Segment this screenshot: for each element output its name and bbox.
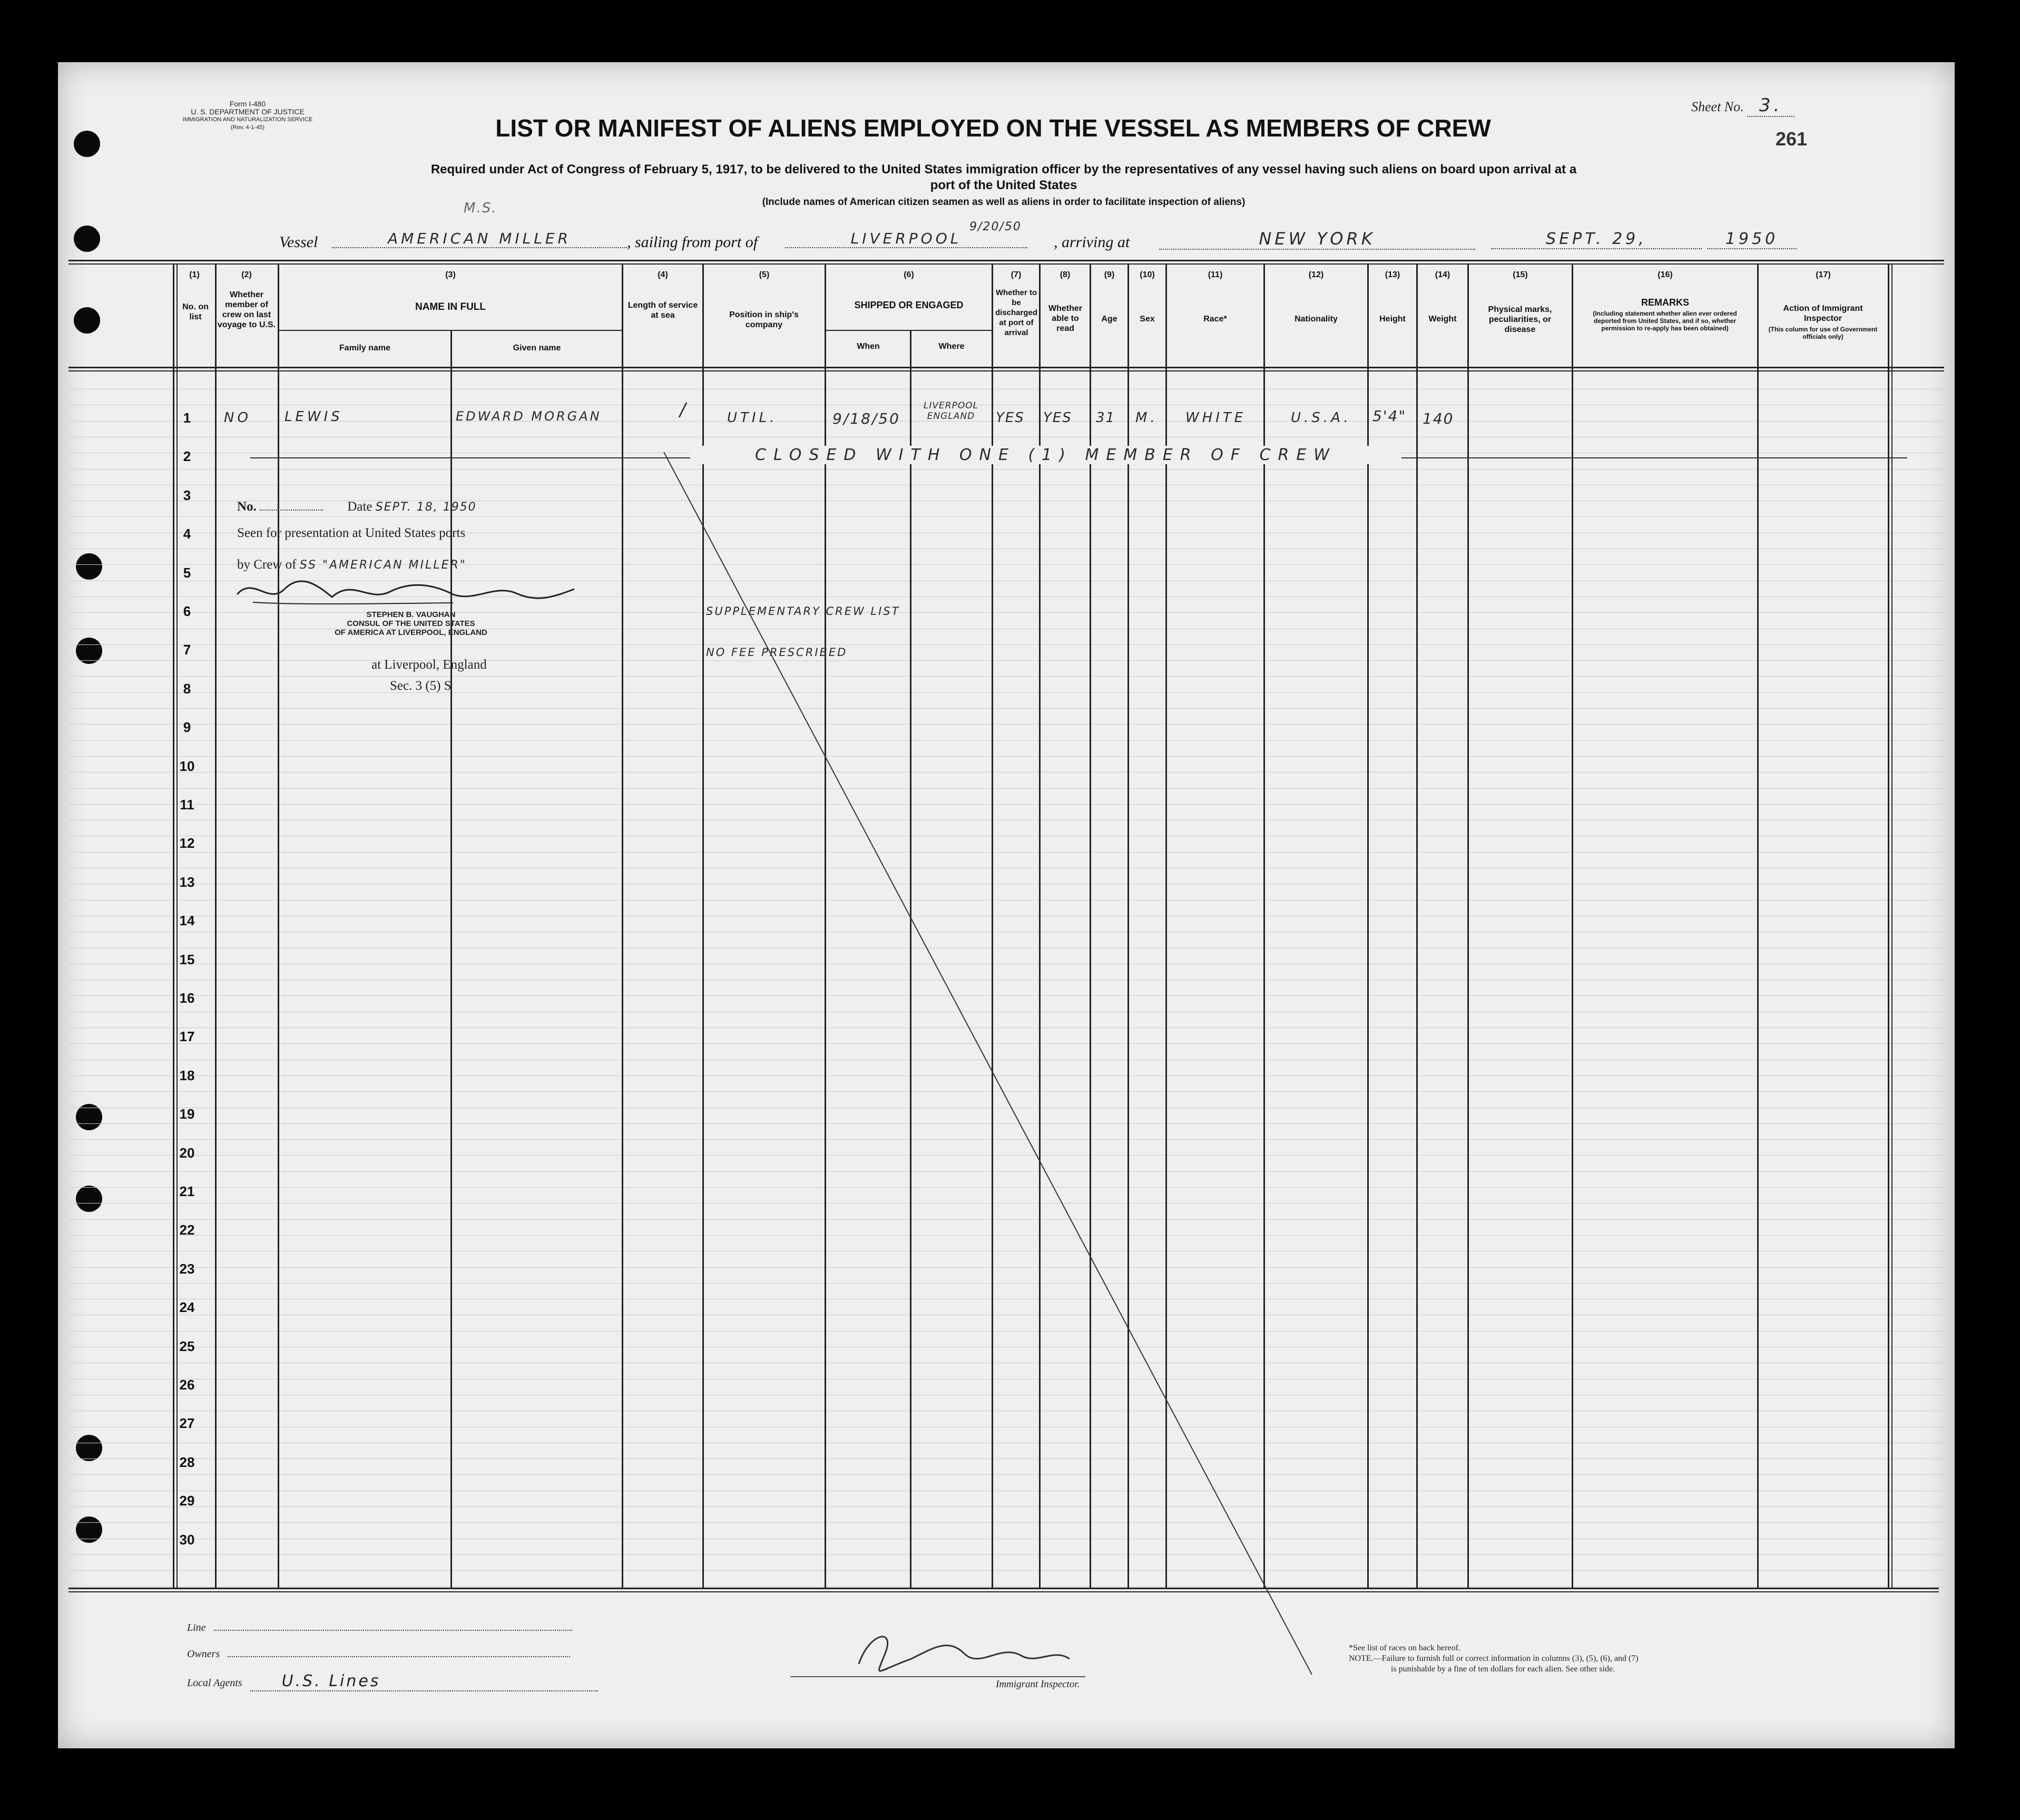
footer-notes [1349, 1643, 1876, 1675]
col13-num: (13) [1385, 270, 1400, 279]
col7-header: Whether to be discharged at port of arrival [995, 288, 1038, 337]
subtitle-note: (Include names of American citizen seamen as well as aliens in order to facilitate inspection of aliens) [762, 197, 1246, 208]
col1-num: (1) [189, 270, 200, 279]
col3-sub-family: Family name [339, 344, 390, 353]
col17-num: (17) [1816, 270, 1831, 279]
sailing-label: , sailing from port of [627, 233, 758, 251]
col3-sub-given: Given name [513, 344, 561, 353]
supplementary-line2: NO FEE PRESCRIBED [706, 646, 848, 659]
col13-header: Height [1379, 315, 1406, 324]
row-number: 7 [183, 642, 191, 658]
entry-given-name: EDWARD MORGAN [456, 409, 602, 424]
row-number: 18 [179, 1067, 195, 1083]
col11-header: Race* [1203, 315, 1227, 324]
col5-num: (5) [759, 270, 770, 279]
department-label: U. S. DEPARTMENT OF JUSTICE [191, 107, 305, 116]
sailing-value: LIVERPOOL [785, 230, 1027, 248]
entry-service-mark: / [680, 399, 689, 420]
col14-num: (14) [1435, 270, 1450, 279]
col10-num: (10) [1140, 270, 1155, 279]
row-number: 27 [179, 1415, 195, 1432]
footer-owners-label: Owners [187, 1648, 220, 1660]
row-number: 24 [179, 1299, 195, 1316]
col4-header: Length of service at sea [627, 301, 698, 320]
row-number: 3 [183, 487, 191, 503]
entry-nationality: U.S.A. [1291, 410, 1351, 426]
entry-age: 31 [1096, 410, 1116, 426]
row-number: 19 [179, 1106, 195, 1122]
row-number: 10 [179, 758, 195, 774]
col14-header: Weight [1428, 315, 1457, 324]
stamp-number: 261 [1776, 128, 1808, 150]
row-number: 6 [183, 603, 191, 619]
col16-note: (Including statement whether alien ever ordered deported from United States, and if so, whether permission to re-apply has been obtained) [1593, 310, 1737, 332]
row-number: 1 [183, 410, 191, 426]
col12-header: Nationality [1295, 315, 1338, 324]
col1-header: No. on list [182, 302, 209, 321]
footer-line-label: Line [187, 1622, 206, 1633]
row-number: 4 [183, 526, 191, 542]
entry-read: YES [1043, 410, 1072, 426]
arrival-date: SEPT. 29, [1491, 230, 1702, 249]
row-number: 12 [179, 835, 195, 852]
col6-header: SHIPPED OR ENGAGED [854, 300, 964, 310]
col8-header: Whether able to read [1048, 304, 1082, 333]
row-number: 8 [183, 680, 191, 697]
footer-note1: *See list of races on back hereof. [1349, 1643, 1460, 1652]
col3-num: (3) [445, 270, 456, 279]
col6-sub-where: Where [938, 342, 965, 351]
col8-num: (8) [1060, 270, 1071, 279]
col3-header: NAME IN FULL [415, 301, 486, 312]
col6-num: (6) [904, 270, 914, 279]
col15-header: Physical marks, peculiarities, or disease [1488, 305, 1552, 334]
row-number: 22 [179, 1222, 195, 1238]
supplementary-line1: SUPPLEMENTARY CREW LIST [706, 605, 900, 618]
closing-line: CLOSED WITH ONE (1) MEMBER OF CREW [690, 446, 1401, 464]
revision-label: (Rev. 4-1-45) [231, 124, 264, 131]
entry-discharged: YES [996, 410, 1025, 426]
sheet-label: Sheet No. [1691, 99, 1744, 114]
row-number: 15 [179, 951, 195, 967]
stamp-date-value: SEPT. 18, 1950 [375, 501, 477, 514]
entry-position: UTIL. [727, 410, 778, 426]
entry-last-voyage: NO [224, 410, 251, 426]
vessel-value: AMERICAN MILLER [332, 230, 627, 248]
row-number: 25 [179, 1338, 195, 1354]
row-number: 2 [183, 448, 191, 465]
row-number: 20 [179, 1144, 195, 1161]
subtitle-line1: Required under Act of Congress of February 5, 1917, to be delivered to the United States immigration officer by the representatives of any vessel having such aliens on board upon arrival at a [430, 162, 1577, 177]
col10-header: Sex [1140, 315, 1155, 324]
footer-agents-value: U.S. Lines [250, 1672, 598, 1691]
stamp-crew-value: SS "AMERICAN MILLER" [299, 559, 467, 572]
row-number: 13 [179, 874, 195, 890]
entry-when: 9/18/50 [832, 410, 900, 427]
col11-num: (11) [1208, 270, 1223, 279]
page-title: LIST OR MANIFEST OF ALIENS EMPLOYED ON THE VESSEL AS MEMBERS OF CREW [495, 114, 1491, 142]
entry-family-name: LEWIS [285, 409, 343, 425]
row-number: 9 [183, 719, 191, 736]
entry-where-city: LIVERPOOL [923, 400, 979, 411]
row-number: 21 [179, 1183, 195, 1199]
col16-header: REMARKS [1641, 297, 1689, 308]
footer-note3: is punishable by a fine of ten dollars for each alien. See other side. [1391, 1665, 1615, 1674]
col2-header: Whether member of crew on last voyage to U.S. [217, 290, 276, 329]
vessel-label: Vessel [279, 233, 318, 251]
sheet-value: 3. [1747, 95, 1795, 117]
col17-header: Action of Immigrant Inspector [1783, 304, 1863, 323]
entry-where-country: ENGLAND [927, 411, 975, 422]
arriving-value: NEW YORK [1159, 229, 1475, 250]
col7-num: (7) [1011, 270, 1022, 279]
footer-note2: NOTE.—Failure to furnish full or correct information in columns (3), (5), (6), and (7) [1349, 1654, 1639, 1663]
entry-sex: M. [1135, 410, 1158, 426]
col9-num: (9) [1104, 270, 1115, 279]
stamp-section: Sec. 3 (5) S [390, 679, 452, 693]
col5-header: Position in ship's company [729, 310, 799, 329]
row-number: 17 [179, 1029, 195, 1045]
row-number: 16 [179, 990, 195, 1006]
stamp-consul-title1: CONSUL OF THE UNITED STATES [347, 619, 475, 628]
manifest-sheet [58, 62, 1955, 1748]
form-number: Form I-480 [229, 100, 266, 108]
stamp-seen-line: Seen for presentation at United States ports [237, 526, 466, 540]
row-number: 28 [179, 1454, 195, 1470]
col16-num: (16) [1658, 270, 1673, 279]
inspector-signature [843, 1622, 1080, 1680]
footer-inspector-label: Immigrant Inspector. [996, 1679, 1080, 1690]
row-number: 26 [179, 1377, 195, 1393]
stamp-date-label: Date [347, 500, 372, 514]
vessel-prefix: M.S. [464, 200, 497, 216]
col2-num: (2) [241, 270, 252, 279]
row-number: 5 [183, 564, 191, 581]
entry-weight: 140 [1423, 410, 1454, 427]
row-number: 11 [180, 797, 194, 813]
col4-num: (4) [658, 270, 668, 279]
subtitle-line2: port of the United States [930, 178, 1077, 192]
footer-agents-label: Local Agents [187, 1677, 242, 1689]
service-label: IMMIGRATION AND NATURALIZATION SERVICE [182, 116, 313, 123]
stamp-consul-name: STEPHEN B. VAUGHAN [366, 610, 456, 619]
stamp-consul-title2: OF AMERICA AT LIVERPOOL, ENGLAND [335, 628, 487, 637]
col17-note: (This column for use of Government officials only) [1768, 326, 1878, 340]
col15-num: (15) [1513, 270, 1528, 279]
row-number: 14 [179, 913, 195, 929]
stamp-no-label: No. [237, 500, 257, 514]
col6-sub-when: When [857, 342, 880, 351]
col12-num: (12) [1308, 270, 1324, 279]
row-number: 23 [179, 1260, 195, 1277]
entry-height: 5'4" [1372, 407, 1407, 425]
sailing-date: 9/20/50 [969, 220, 1022, 233]
arrival-year: 1950 [1707, 230, 1797, 249]
arriving-label: , arriving at [1054, 233, 1130, 251]
stamp-crew-label: by Crew of [237, 557, 297, 572]
diagonal-cancel-line [58, 62, 1955, 1748]
stamp-place: at Liverpool, England [371, 658, 487, 672]
entry-race: WHITE [1185, 410, 1247, 426]
row-number: 30 [179, 1531, 195, 1548]
row-number: 29 [179, 1493, 195, 1509]
col9-header: Age [1101, 315, 1117, 324]
